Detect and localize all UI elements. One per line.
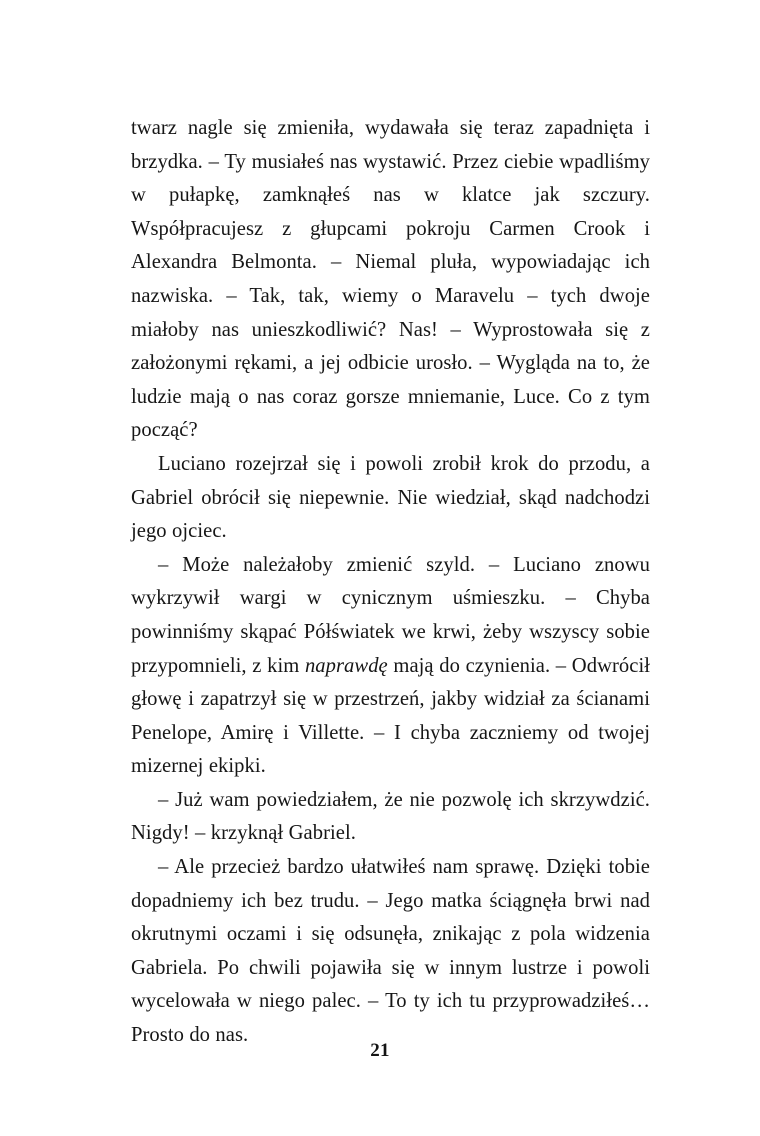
paragraph-5: – Ale przecież bardzo ułatwiłeś nam sprawę. Dzięki tobie dopadniemy ich bez trudu. – Jego matka ściągnęła brwi nad okrutnymi oczami i się odsunęła, znikając z pola widzenia Gabriela. Po chwili pojawiła się w innym lustrze i powoli wycelowała w niego palec. – To ty ich tu przyprowadziłeś… Prosto do nas. xyxy=(131,856,650,1047)
paragraph-4: – Już wam powiedziałem, że nie pozwolę ich skrzywdzić. Nigdy! – krzyknął Gabriel. xyxy=(131,788,650,845)
paragraph-3 xyxy=(131,549,650,784)
emphasized-word-naprawde: naprawdę xyxy=(304,654,388,677)
paragraph-2: Luciano rozejrzał się i powoli zrobił krok do przodu, a Gabriel obrócił się niepewnie. Nie wiedział, skąd nadchodzi jego ojciec. xyxy=(131,452,650,543)
paragraph-1: twarz nagle się zmieniła, wydawała się teraz zapadnięta i brzydka. – Ty musiałeś nas wystawić. Przez ciebie wpadliśmy w pułapkę, zamknąłeś nas w klatce jak szczury. Współpracujesz z głupcami pokroju Carmen Crook i Alexandra Belmonta. – Niemal pluła, wypowiadając ich nazwiska. – Tak, tak, wiemy o Maravelu – tych dwoje miałoby nas unieszkodliwić? Nas! – Wyprostowała się z założonymi rękami, a jej odbicie urosło. – Wygląda na to, że ludzie mają o nas coraz gorsze mniemanie, Luce. Co z tym począć? xyxy=(131,117,650,442)
paragraph-3-segment-1: – Może należałoby zmienić szyld. – Luciano znowu wykrzywił wargi w cynicznym uśmieszku. – Chyba powinniśmy skąpać Półświatek we krwi, żeby wszyscy sobie przypomnieli, z kim xyxy=(131,553,650,677)
page-number: 21 xyxy=(370,1040,390,1061)
page-text-block xyxy=(131,112,650,1053)
paragraph-3-segment-3: mają do czynienia. – Odwrócił głowę i zapatrzył się w przestrzeń, jakby widział za ścianami Penelope, Amirę i Villette. – I chyba zaczniemy od twojej mizernej ekipki. xyxy=(131,654,650,778)
